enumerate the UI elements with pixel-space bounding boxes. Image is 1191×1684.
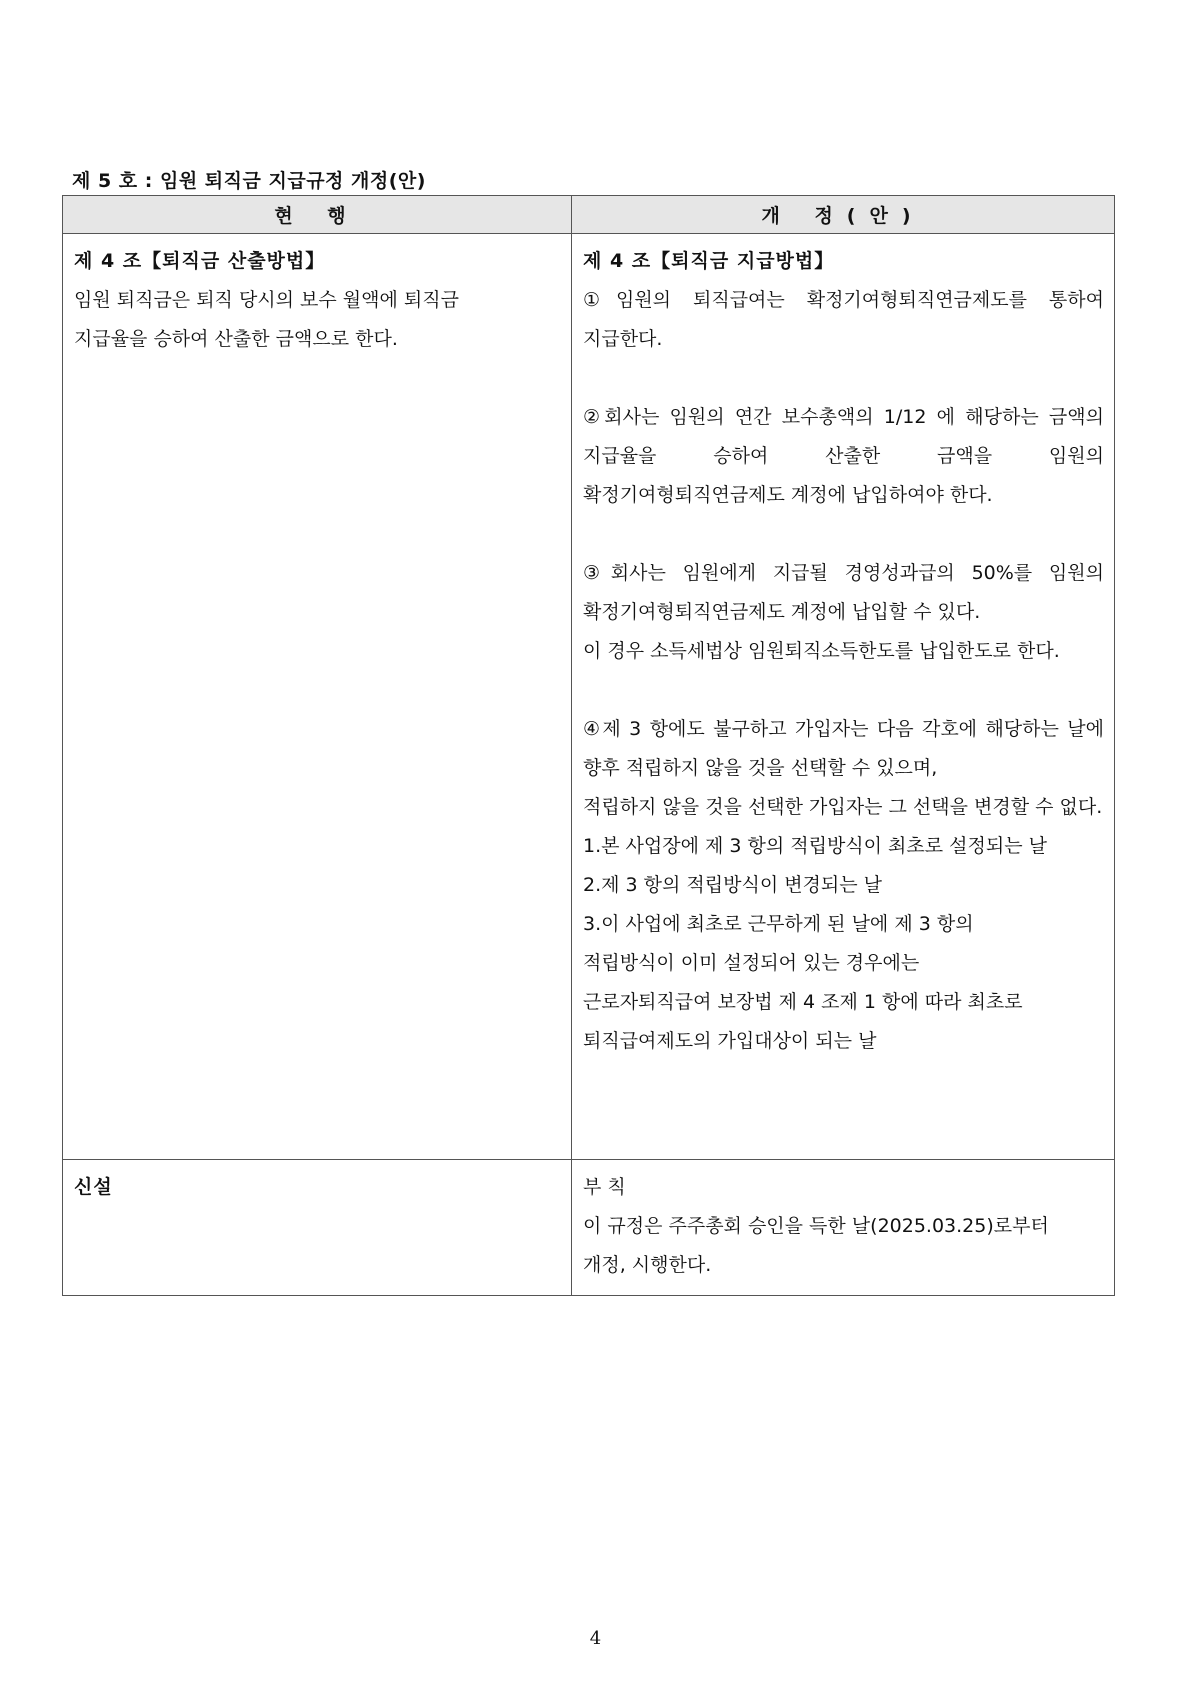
- revised-paragraph-3-note: 이 경우 소득세법상 임원퇴직소득한도를 납입한도로 한다.: [583, 640, 1060, 662]
- header-revised: 개 정(안): [572, 196, 1115, 234]
- current-article-line: 임원 퇴직금은 퇴직 당시의 보수 월액에 퇴직금: [74, 289, 459, 311]
- revised-paragraph-2: ②회사는 임원의 연간 보수총액의 1/12 에 해당하는 금액의 지급율을 승하여 산출한 금액을 임원의 확정기여형퇴직연금제도 계정에 납입하여야 한다.: [583, 406, 1104, 506]
- list-item: 근로자퇴직급여 보장법 제 4 조제 1 항에 따라 최초로: [583, 991, 1023, 1013]
- current-article-line: 지급율을 승하여 산출한 금액으로 한다.: [74, 328, 398, 350]
- revised-article-cell: [572, 234, 1115, 1160]
- revised-paragraph-4: ④제 3 항에도 불구하고 가입자는 다음 각호에 해당하는 날에 향후 적립하지 않을 것을 선택할 수 있으며,: [583, 718, 1104, 779]
- current-article-cell: [63, 234, 572, 1160]
- comparison-table: [62, 195, 1115, 1296]
- list-item: 적립방식이 이미 설정되어 있는 경우에는: [583, 952, 920, 974]
- table-header-row: [63, 196, 1115, 234]
- list-item: 3.이 사업에 최초로 근무하게 된 날에 제 3 항의: [583, 913, 974, 935]
- revised-article-heading: 제 4 조【퇴직금 지급방법】: [583, 250, 835, 272]
- header-current: 현 행: [63, 196, 572, 234]
- table-row: [63, 234, 1115, 1160]
- revised-paragraph-3: ③회사는 임원에게 지급될 경영성과급의 50%를 임원의 확정기여형퇴직연금제도 계정에 납입할 수 있다.: [583, 562, 1104, 623]
- addendum-line: 개정, 시행한다.: [583, 1254, 712, 1276]
- addendum-heading: 부 칙: [583, 1176, 626, 1198]
- revised-addendum-cell: [572, 1160, 1115, 1296]
- revised-paragraph-1: ①임원의 퇴직급여는 확정기여형퇴직연금제도를 통하여 지급한다.: [583, 289, 1104, 350]
- list-item: 2.제 3 항의 적립방식이 변경되는 날: [583, 874, 883, 896]
- current-article-heading: 제 4 조【퇴직금 산출방법】: [74, 250, 326, 272]
- list-item: 1.본 사업장에 제 3 항의 적립방식이 최초로 설정되는 날: [583, 835, 1047, 857]
- list-item: 퇴직급여제도의 가입대상이 되는 날: [583, 1030, 877, 1052]
- document-title: 제 5 호 : 임원 퇴직금 지급규정 개정(안): [72, 170, 426, 192]
- revised-paragraph-4-note: 적립하지 않을 것을 선택한 가입자는 그 선택을 변경할 수 없다.: [583, 796, 1103, 818]
- new-provision-label: 신설: [74, 1176, 113, 1198]
- page-number: 4: [589, 1628, 602, 1649]
- table-row: [63, 1160, 1115, 1296]
- current-addendum-cell: [63, 1160, 572, 1296]
- addendum-line: 이 규정은 주주총회 승인을 득한 날(2025.03.25)로부터: [583, 1215, 1049, 1237]
